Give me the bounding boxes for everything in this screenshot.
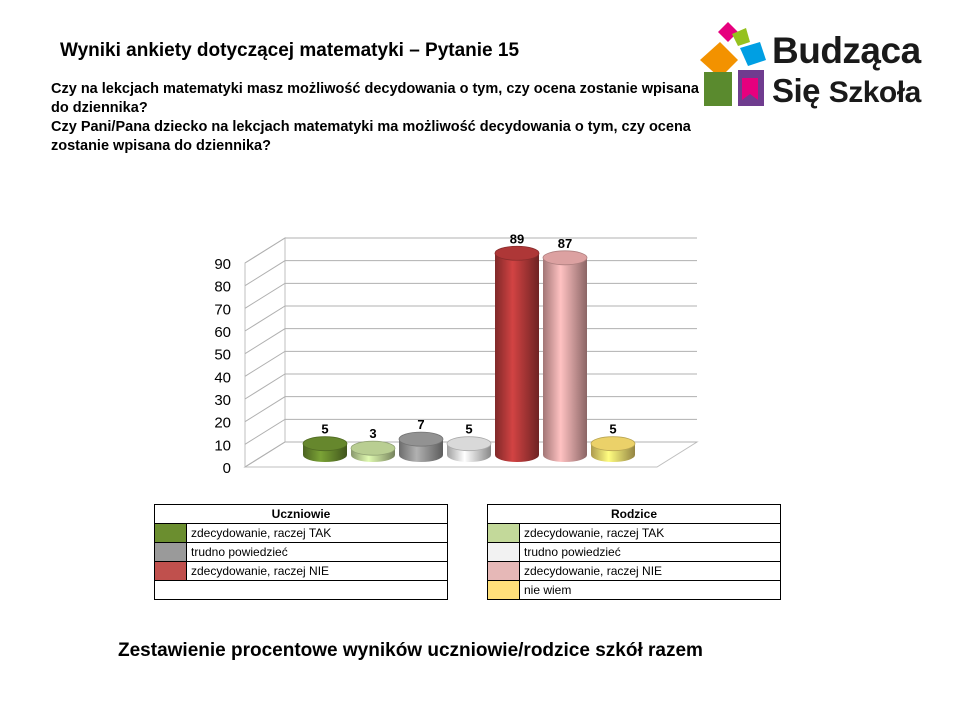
bar-1 bbox=[351, 441, 395, 462]
data-label: 89 bbox=[509, 231, 525, 247]
gridline bbox=[245, 397, 697, 422]
y-tick-label: 90 bbox=[214, 256, 231, 273]
logo-shape-green bbox=[704, 72, 732, 106]
legend-swatch bbox=[155, 543, 187, 562]
bar-top bbox=[495, 246, 539, 260]
y-tick-label: 70 bbox=[214, 301, 231, 319]
chart-side-wall bbox=[245, 238, 285, 467]
legend-swatch bbox=[488, 524, 520, 543]
legend-label: trudno powiedzieć bbox=[187, 543, 448, 562]
data-label: 5 bbox=[321, 421, 329, 437]
legend-parents bbox=[487, 504, 781, 600]
survey-questions bbox=[51, 80, 711, 156]
legend-swatch bbox=[488, 543, 520, 562]
bar-3 bbox=[447, 437, 491, 462]
legend-parents-header: Rodzice bbox=[488, 505, 781, 524]
bar-body bbox=[495, 253, 539, 462]
legend-label: zdecydowanie, raczej NIE bbox=[187, 562, 448, 581]
bar-body bbox=[543, 258, 587, 462]
data-label: 7 bbox=[417, 417, 425, 433]
legend-swatch bbox=[155, 524, 187, 543]
y-tick-label: 80 bbox=[214, 278, 231, 296]
gridline bbox=[245, 283, 697, 308]
legend-label: nie wiem bbox=[520, 581, 781, 600]
logo-shape-blue bbox=[740, 42, 766, 66]
legend-students-header: Uczniowie bbox=[155, 505, 448, 524]
bar-top bbox=[351, 441, 395, 455]
question-students: Czy na lekcjach matematyki masz możliwość decydowania o tym, czy ocena zostanie wpisana do dziennika? bbox=[51, 81, 699, 116]
legend-label: zdecydowanie, raczej TAK bbox=[187, 524, 448, 543]
bar-4 bbox=[495, 246, 539, 462]
logo-text-line2 bbox=[772, 72, 921, 110]
data-label: 5 bbox=[609, 421, 617, 437]
bar-6 bbox=[591, 437, 635, 462]
y-tick-label: 60 bbox=[214, 324, 231, 341]
y-tick-label: 30 bbox=[214, 392, 231, 409]
gridline bbox=[245, 374, 697, 399]
gridline bbox=[245, 306, 697, 331]
gridline bbox=[245, 235, 697, 263]
bar-top bbox=[447, 437, 491, 451]
y-tick-label: 0 bbox=[222, 460, 231, 477]
legend-label: trudno powiedzieć bbox=[520, 543, 781, 562]
gridline bbox=[245, 351, 697, 376]
legend-empty-row bbox=[155, 581, 448, 600]
footer-caption: Zestawienie procentowe wyników uczniowie/rodzice szkół razem bbox=[118, 640, 703, 661]
bar-top bbox=[591, 437, 635, 451]
bar-5 bbox=[543, 251, 587, 462]
bar-0 bbox=[303, 437, 347, 462]
y-tick-label: 40 bbox=[214, 369, 231, 387]
y-tick-label: 50 bbox=[214, 346, 231, 364]
legend-swatch bbox=[155, 562, 187, 581]
page-title: Wyniki ankiety dotyczącej matematyki – Pytanie 15 bbox=[60, 40, 520, 61]
data-label: 87 bbox=[557, 235, 573, 251]
legend-students bbox=[154, 504, 448, 600]
legend-label: zdecydowanie, raczej TAK bbox=[520, 524, 781, 543]
legend-swatch bbox=[488, 581, 520, 600]
y-tick-label: 20 bbox=[214, 414, 231, 432]
logo-text-sie: Się bbox=[772, 72, 821, 109]
bar-2 bbox=[399, 432, 443, 462]
legend-label: zdecydowanie, raczej NIE bbox=[520, 562, 781, 581]
y-tick-label: 10 bbox=[214, 437, 231, 455]
logo-text-szkola: Szkoła bbox=[828, 76, 921, 109]
gridline bbox=[245, 329, 697, 354]
bar-top bbox=[303, 437, 347, 451]
gridline bbox=[245, 261, 697, 286]
logo-text-line1: Budząca bbox=[772, 30, 921, 71]
legend-swatch bbox=[488, 562, 520, 581]
bar-top bbox=[399, 432, 443, 446]
question-parents: Czy Pani/Pana dziecko na lekcjach matematyki ma możliwość decydowania o tym, czy ocena zostanie wpisana do dziennika? bbox=[51, 119, 691, 154]
bar-top bbox=[543, 251, 587, 265]
bar-chart bbox=[200, 215, 720, 485]
data-label: 5 bbox=[465, 421, 473, 437]
data-label: 3 bbox=[369, 426, 377, 442]
